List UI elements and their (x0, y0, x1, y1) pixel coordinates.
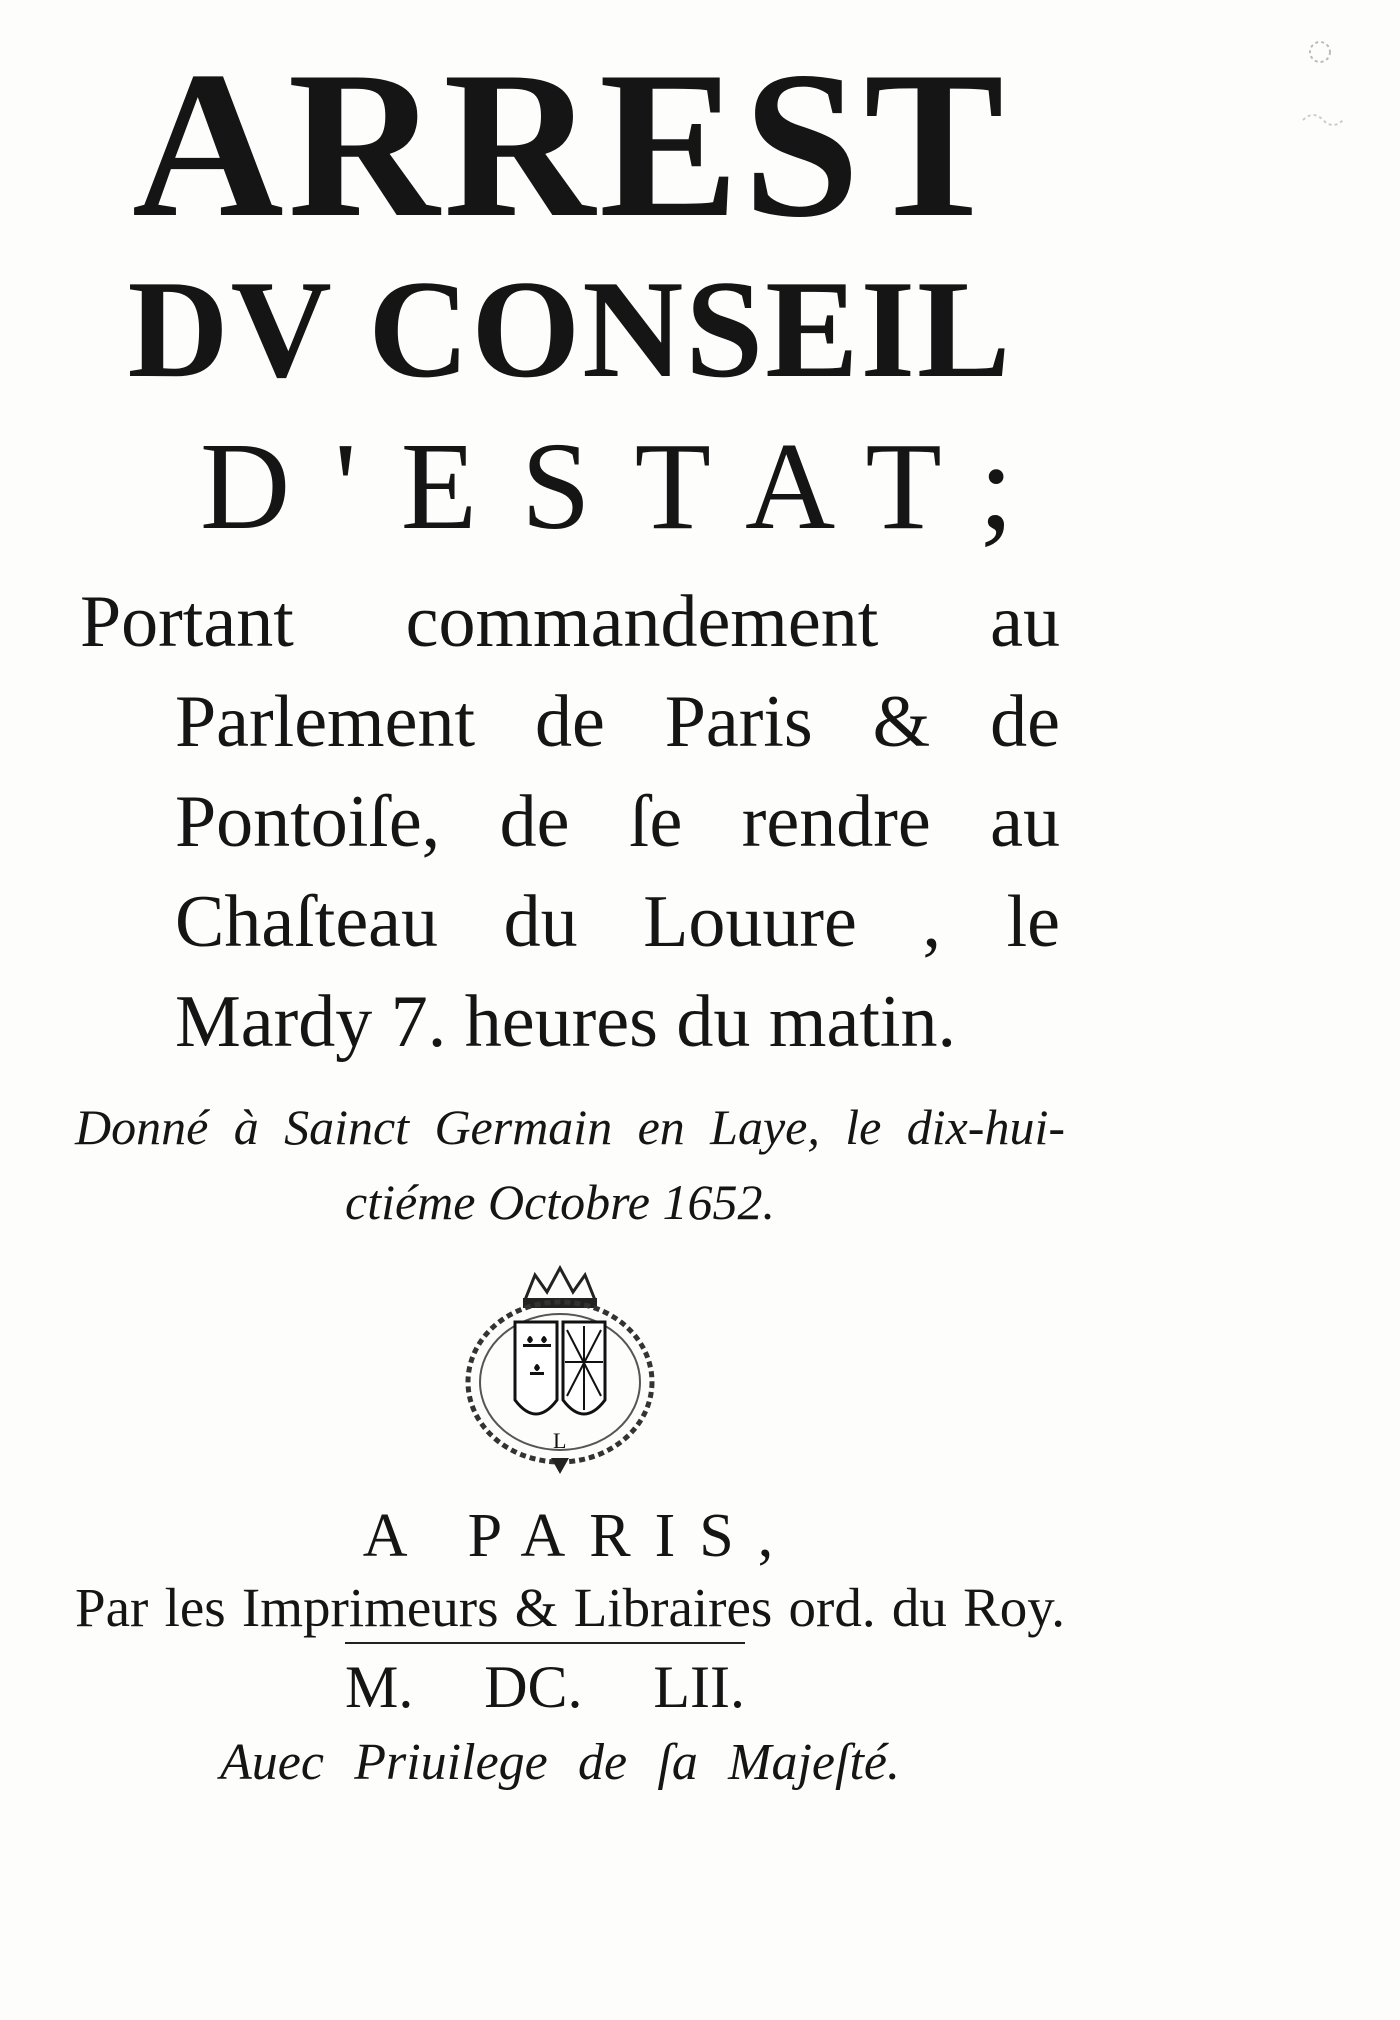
title-line-estat: D'ESTAT; (200, 418, 1058, 556)
svg-text:L: L (553, 1428, 567, 1453)
subtitle-line-2: Parlement de Paris & de (175, 681, 1060, 763)
subtitle-line-1: Portant commandement au (80, 581, 1060, 663)
title-line-conseil: DV CONSEIL (127, 252, 1013, 407)
subtitle-line-4: Chaſteau du Louure , le (175, 881, 1060, 963)
dated-line-2: ctiéme Octobre 1652. (345, 1174, 775, 1230)
title-line-arrest: ARREST (132, 29, 1008, 261)
subtitle-line-3: Pontoiſe, de ſe rendre au (175, 781, 1060, 863)
imprint-printers: Par les Imprimeurs & Libraires ord. du Roy. (75, 1577, 1065, 1638)
imprint-place: A PARIS, (362, 1502, 798, 1570)
imprint-privilege: Auec Priuilege de ſa Majeſté. (220, 1734, 900, 1791)
royal-coat-of-arms-icon (455, 1260, 665, 1480)
margin-ink-mark-icon (1295, 30, 1345, 140)
imprint-year: M. DC. LII. (345, 1654, 745, 1720)
divider-rule (345, 1642, 745, 1644)
dated-line-1: Donné à Sainct Germain en Laye, le dix-hui- (75, 1099, 1065, 1155)
subtitle-line-5: Mardy 7. heures du matin. (175, 981, 956, 1063)
